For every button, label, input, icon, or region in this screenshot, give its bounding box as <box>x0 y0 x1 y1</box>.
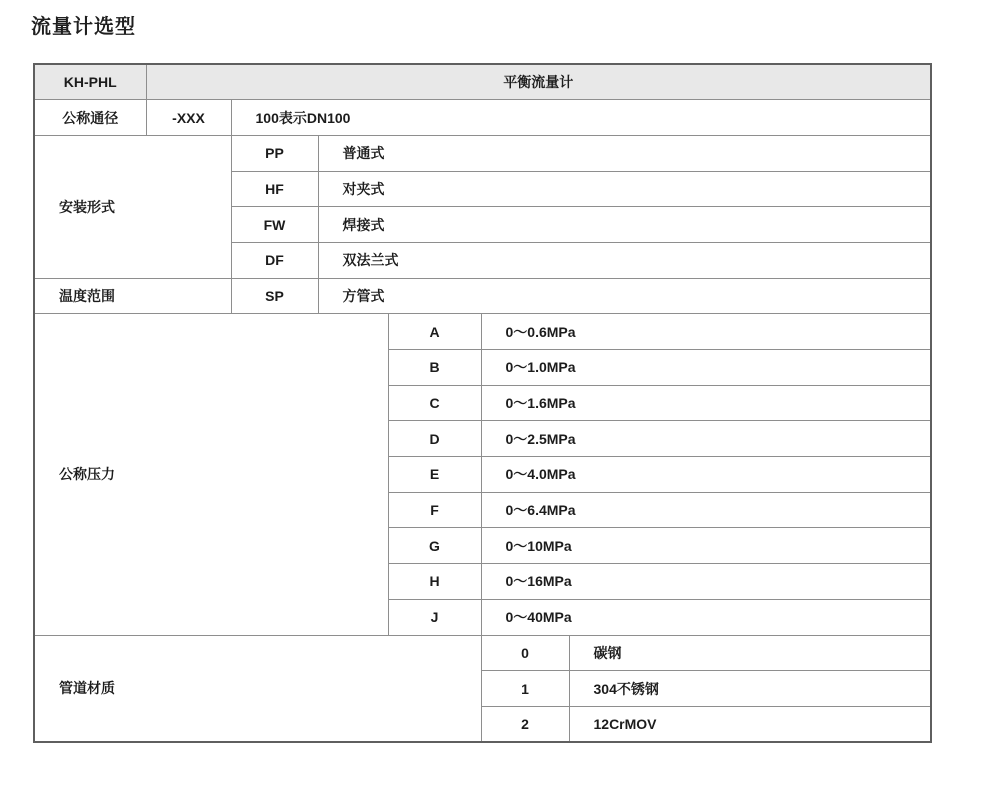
pressure-code-cell: C <box>388 385 481 421</box>
page-title: 流量计选型 <box>31 16 136 38</box>
temperature-label-cell: 温度范围 <box>34 278 231 314</box>
diameter-code-cell: -XXX <box>146 100 231 136</box>
pressure-desc-cell: 0～0.6MPa <box>481 314 931 350</box>
material-desc-cell: 碳钢 <box>569 635 931 671</box>
pressure-option-row <box>34 314 931 350</box>
model-name-cell: 平衡流量计 <box>146 64 931 100</box>
installation-desc-cell: 对夹式 <box>318 171 931 207</box>
flowmeter-selection-table <box>33 63 932 743</box>
installation-code-cell: HF <box>231 171 318 207</box>
installation-code-cell: PP <box>231 135 318 171</box>
model-header-row <box>34 64 931 100</box>
installation-code-cell: DF <box>231 242 318 278</box>
temperature-desc-cell: 方管式 <box>318 278 931 314</box>
temperature-row <box>34 278 931 314</box>
pressure-desc-cell: 0～1.0MPa <box>481 350 931 386</box>
material-option-row <box>34 635 931 671</box>
pressure-desc-cell: 0～10MPa <box>481 528 931 564</box>
pressure-desc-cell: 0～4.0MPa <box>481 457 931 493</box>
material-desc-cell: 12CrMOV <box>569 706 931 742</box>
pressure-code-cell: H <box>388 564 481 600</box>
pressure-desc-cell: 0～16MPa <box>481 564 931 600</box>
pressure-code-cell: E <box>388 457 481 493</box>
material-desc-cell: 304不锈钢 <box>569 671 931 707</box>
pressure-desc-cell: 0～6.4MPa <box>481 492 931 528</box>
pressure-code-cell: G <box>388 528 481 564</box>
pressure-code-cell: J <box>388 599 481 635</box>
pressure-label-cell: 公称压力 <box>34 314 388 635</box>
pressure-desc-cell: 0～2.5MPa <box>481 421 931 457</box>
pressure-code-cell: F <box>388 492 481 528</box>
diameter-label-cell: 公称通径 <box>34 100 146 136</box>
pressure-code-cell: A <box>388 314 481 350</box>
diameter-row <box>34 100 931 136</box>
installation-option-row <box>34 135 931 171</box>
material-code-cell: 2 <box>481 706 569 742</box>
installation-desc-cell: 双法兰式 <box>318 242 931 278</box>
diameter-desc-cell: 100表示DN100 <box>231 100 931 136</box>
material-label-cell: 管道材质 <box>34 635 481 742</box>
pressure-desc-cell: 0～40MPa <box>481 599 931 635</box>
pressure-code-cell: B <box>388 350 481 386</box>
material-code-cell: 0 <box>481 635 569 671</box>
pressure-code-cell: D <box>388 421 481 457</box>
installation-desc-cell: 普通式 <box>318 135 931 171</box>
model-code-cell: KH-PHL <box>34 64 146 100</box>
temperature-code-cell: SP <box>231 278 318 314</box>
installation-desc-cell: 焊接式 <box>318 207 931 243</box>
installation-code-cell: FW <box>231 207 318 243</box>
material-code-cell: 1 <box>481 671 569 707</box>
pressure-desc-cell: 0～1.6MPa <box>481 385 931 421</box>
installation-label-cell: 安装形式 <box>34 135 231 278</box>
